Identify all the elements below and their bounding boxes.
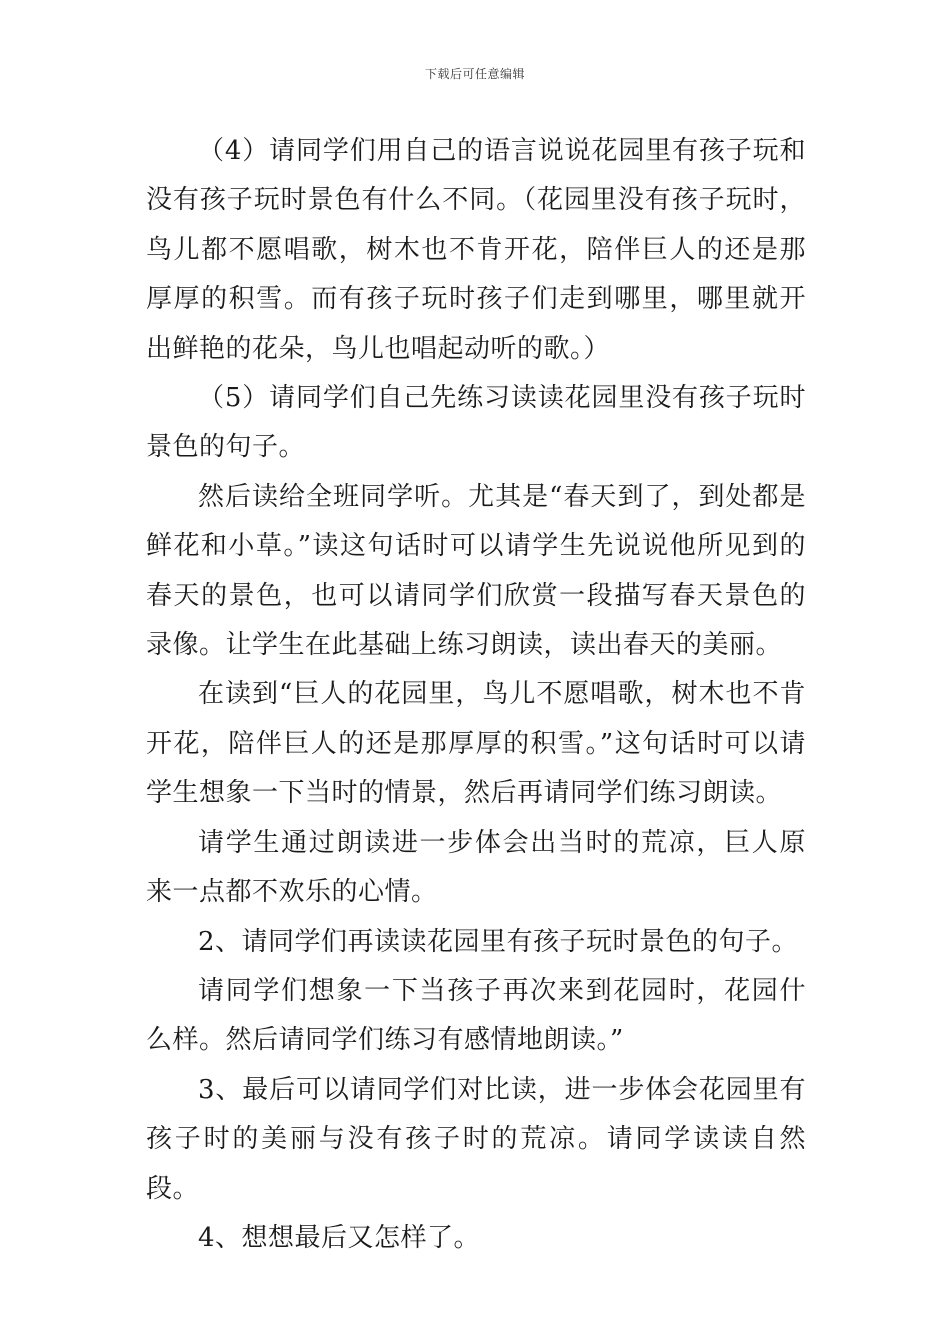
paragraph-5: 请学生通过朗读进一步体会出当时的荒凉，巨人原来一点都不欢乐的心情。 bbox=[146, 827, 806, 908]
paragraph-8: 3、最后可以请同学们对比读，进一步体会花园里有孩子时的美丽与没有孩子时的荒凉。请同学读读自然段。 bbox=[146, 1074, 806, 1204]
paragraph-6: 2、请同学们再读读花园里有孩子玩时景色的句子。 bbox=[198, 926, 799, 957]
paragraph-3: 然后读给全班同学听。尤其是“春天到了，到处都是鲜花和小草。”读这句话时可以请学生先说说他所见到的春天的景色，也可以请同学们欣赏一段描写春天景色的录像。让学生在此基础上练习朗读，读出春天的美丽。 bbox=[146, 481, 806, 661]
paragraph-4: 在读到“巨人的花园里，鸟儿不愿唱歌，树木也不肯开花，陪伴巨人的还是那厚厚的积雪。”这句话时可以请学生想象一下当时的情景，然后再请同学们练习朗读。 bbox=[146, 679, 806, 809]
paragraph-1: （4）请同学们用自己的语言说说花园里有孩子玩和没有孩子玩时景色有什么不同。（花园里没有孩子玩时，鸟儿都不愿唱歌，树木也不肯开花，陪伴巨人的还是那厚厚的积雪。而有孩子玩时孩子们走到哪里，哪里就开出鲜艳的花朵，鸟儿也唱起动听的歌。） bbox=[146, 136, 806, 364]
paragraph-7: 请同学们想象一下当孩子再次来到花园时，花园什么样。然后请同学们练习有感情地朗读。” bbox=[146, 975, 806, 1056]
document-body bbox=[146, 127, 806, 1263]
page-header: 下载后可任意编辑 bbox=[424, 67, 525, 81]
paragraph-9: 4、想想最后又怎样了。 bbox=[198, 1222, 481, 1253]
paragraph-2: （5）请同学们自己先练习读读花园里没有孩子玩时景色的句子。 bbox=[146, 383, 806, 463]
